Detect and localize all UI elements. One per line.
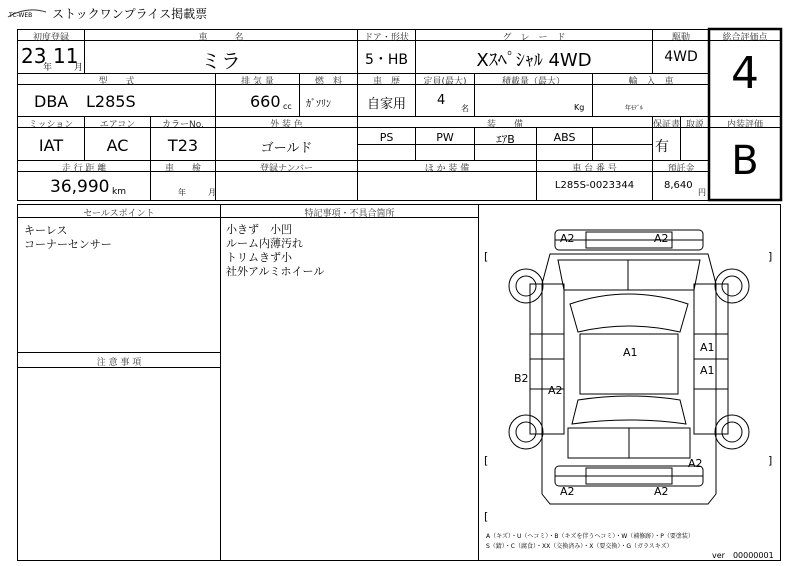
- bracket: ]: [768, 250, 773, 263]
- equipment-item: PW: [436, 131, 454, 144]
- drive: 4WD: [664, 49, 698, 65]
- other-equipment-label: ほ か 装 備: [424, 164, 470, 174]
- interior-score: B: [731, 138, 759, 184]
- remarks-label: 特記事項・不具合箇所: [304, 209, 395, 219]
- door-shape: 5・HB: [364, 52, 409, 68]
- damage-mark: A2: [560, 485, 575, 498]
- deposit: 8,640: [664, 180, 693, 191]
- warranty: 有: [655, 139, 669, 155]
- fuel-label: 燃 料: [314, 77, 342, 87]
- mission-label: ミッション: [28, 120, 74, 130]
- mission: IAT: [38, 136, 64, 155]
- reg-number-label: 登録ナンバー: [260, 164, 313, 174]
- equipment-item: ABS: [553, 131, 576, 144]
- remark-item: 社外アルミホイール: [226, 265, 325, 278]
- first-reg-year: 23: [21, 44, 47, 68]
- first-reg-month: 11: [53, 44, 79, 68]
- history: 自家用: [366, 97, 406, 112]
- damage-mark: A1: [700, 364, 715, 377]
- bracket: [: [484, 250, 489, 263]
- inspection-year-unit: 年: [178, 188, 186, 197]
- damage-mark: A1: [700, 341, 715, 354]
- grade-label: グ レ ー ド: [502, 33, 566, 43]
- damage-mark: B2: [514, 372, 529, 385]
- capacity-label: 定員(最大): [423, 77, 467, 87]
- exterior-color: ゴールド: [260, 141, 313, 156]
- damage-mark: A2: [654, 232, 669, 245]
- deposit-unit: 円: [698, 188, 706, 197]
- model-prefix: DBA: [34, 92, 69, 111]
- equipment-label: 装 備: [486, 120, 523, 130]
- logo-text: TC-WEB: [9, 12, 33, 19]
- grade: Xｽﾍﾟｼｬﾙ 4WD: [476, 50, 592, 71]
- capacity-unit: 名: [461, 104, 469, 113]
- inspection-month-unit: 月: [208, 188, 216, 197]
- page-title: ストックワンプライス掲載票: [52, 7, 208, 21]
- car-name-label: 車 名: [198, 33, 244, 43]
- remark-item: 小きず 小凹: [226, 223, 292, 236]
- overall-score-label: 総合評価点: [722, 33, 768, 43]
- history-label: 車 歴: [372, 77, 400, 87]
- import-label: 輸 入 車: [628, 77, 674, 87]
- legend-line-2: S（錆）・C（腐食）・XX（交換済み）・X（要交換）・G（ガラスキズ）: [486, 543, 673, 550]
- color-no: T23: [167, 136, 199, 155]
- mileage-label: 走 行 距 離: [61, 164, 107, 174]
- overall-score: 4: [731, 48, 759, 99]
- bracket: [: [484, 454, 489, 467]
- legend-line-1: A（キズ）・U（ヘコミ）・B（キズを伴うヘコミ）・W（補修跡）・P（要塗装）: [486, 533, 694, 540]
- first-reg-month-unit: 月: [74, 63, 84, 73]
- capacity: 4: [437, 93, 446, 108]
- remark-item: ルーム内薄汚れ: [226, 237, 303, 250]
- drive-label: 駆動: [671, 33, 690, 43]
- deposit-label: 預託金: [667, 164, 695, 174]
- color-no-label: カラーNo.: [162, 120, 204, 130]
- equipment-item: PS: [379, 131, 394, 144]
- damage-mark: A2: [548, 384, 563, 397]
- sales-point-item: コーナーセンサー: [24, 238, 112, 251]
- mileage-unit: km: [112, 187, 126, 197]
- notes-label: 注 意 事 項: [96, 358, 142, 368]
- sales-points-label: セールスポイント: [83, 209, 155, 219]
- model: L285S: [86, 92, 136, 111]
- bracket: [: [484, 510, 489, 523]
- import-model: 年ﾓﾃﾞﾙ: [625, 105, 644, 112]
- sales-point-item: キーレス: [24, 224, 68, 237]
- chassis-number: L285S-0023344: [554, 180, 635, 191]
- chassis-label: 車 台 番 号: [572, 164, 617, 174]
- aircon-label: エアコン: [99, 120, 136, 130]
- first-reg-label: 初度登録: [32, 33, 69, 43]
- exterior-color-label: 外 装 色: [270, 120, 303, 130]
- equipment-item: ｴｱB: [496, 133, 515, 146]
- fuel: ｶﾞｿﾘﾝ: [306, 99, 331, 110]
- version-label: ver 00000001: [712, 551, 774, 560]
- model-label: 型 式: [98, 77, 135, 87]
- load-unit: Kg: [574, 103, 585, 112]
- remark-item: トリムきず小: [226, 251, 292, 264]
- car-name: ミラ: [201, 49, 241, 73]
- bracket: ]: [768, 454, 773, 467]
- damage-mark: A1: [623, 346, 638, 359]
- interior-score-label: 内装評価: [726, 120, 763, 130]
- car-damage-diagram: [478, 204, 780, 560]
- damage-mark: A2: [560, 232, 575, 245]
- inspection-label: 車 検: [164, 164, 201, 174]
- door-shape-label: ドア・形状: [364, 33, 409, 43]
- displacement-unit: cc: [283, 102, 292, 111]
- warranty-label: 保証書: [653, 120, 681, 130]
- aircon: AC: [106, 136, 129, 155]
- mileage: 36,990: [50, 177, 110, 197]
- load-label: 積載量（最大）: [501, 77, 565, 87]
- first-reg-year-unit: 年: [43, 63, 53, 73]
- damage-mark: A2: [654, 485, 669, 498]
- displacement: 660: [250, 92, 281, 111]
- displacement-label: 排 気 量: [241, 77, 274, 87]
- manual-label: 取説: [685, 120, 704, 130]
- damage-mark: A2: [688, 457, 703, 470]
